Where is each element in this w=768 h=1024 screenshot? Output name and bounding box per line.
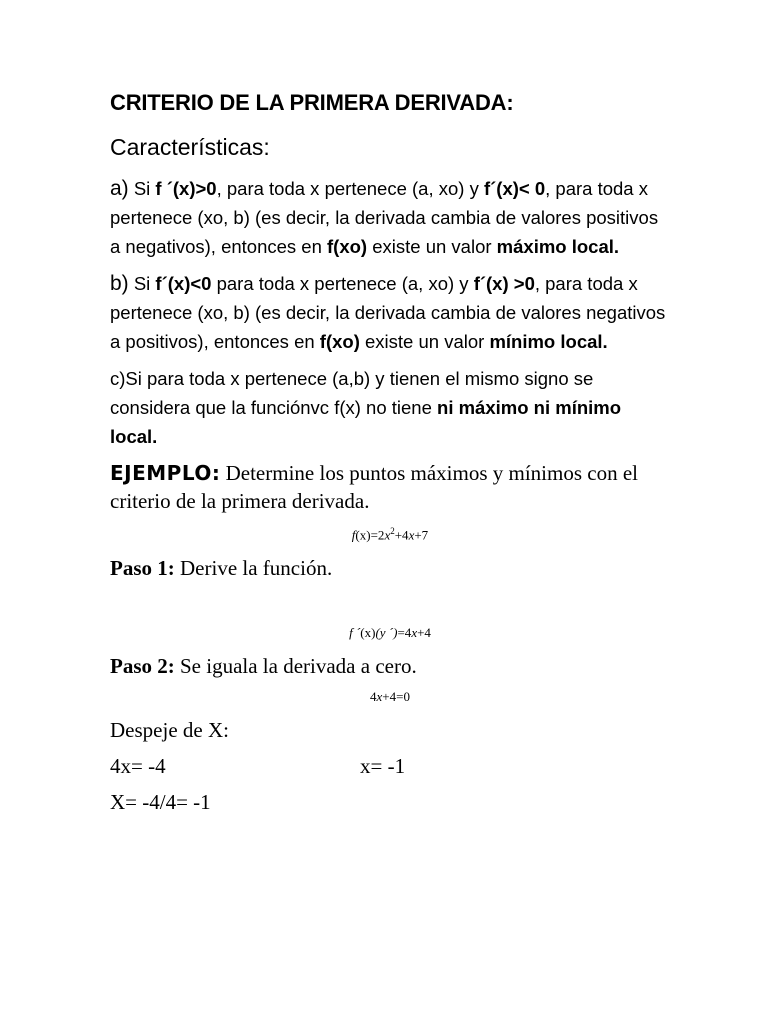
criterion-b-letter: b) <box>110 272 129 295</box>
solve-right: x= -1 <box>360 754 406 779</box>
step-1-line: Paso 1: Derive la función. <box>110 556 333 581</box>
solve-heading: Despeje de X: <box>110 718 229 743</box>
derivative-formula: f ´(x)(y ´)=4x+4 <box>349 625 431 641</box>
criterion-b-paragraph: b) Si f´(x)<0 para toda x pertenece (a, xo) y f´(x) >0, para toda x pertenece (xo, b) (es decir, la derivada cambia de valores negativos a positivos), entonces en f(xo) existe un valor mínimo local. <box>110 272 666 352</box>
minimum-local-term: mínimo local. <box>489 331 608 352</box>
criterion-a-paragraph: a) Si f ´(x)>0, para toda x pertenece (a, xo) y f´(x)< 0, para toda x pertenece (xo, b) (es decir, la derivada cambia de valores positivos a negativos), entonces en f(xo) existe un valor máximo local. <box>110 177 659 257</box>
document-heading: CRITERIO DE LA PRIMERA DERIVADA: <box>110 90 514 115</box>
criterion-c-paragraph: c)Si para toda x pertenece (a,b) y tienen el mismo signo se considera que la funciónvc f(x) no tiene ni máximo ni mínimo local. <box>110 368 622 447</box>
step-1-label: Paso 1: <box>110 556 175 581</box>
equation-formula: 4x+4=0 <box>370 689 410 705</box>
example-tag: EJEMPLO: <box>110 461 221 485</box>
solve-left: 4x= -4 <box>110 754 166 779</box>
solve-row <box>110 751 670 781</box>
step-2-line: Paso 2: Se iguala la derivada a cero. <box>110 654 417 679</box>
function-formula: $f(x)=2x^2+4x+7$ <box>351 526 429 543</box>
solve-line-2: X= -4/4= -1 <box>110 790 211 815</box>
spacer <box>110 589 670 619</box>
characteristics-heading: Características: <box>110 134 270 160</box>
criterion-a-letter: a) <box>110 177 129 200</box>
step-2-label: Paso 2: <box>110 654 175 679</box>
document-page <box>110 88 670 823</box>
maximum-local-term: máximo local. <box>496 236 620 257</box>
example-paragraph: EJEMPLO: Determine los puntos máximos y mínimos con el criterio de la primera derivada. <box>110 461 638 513</box>
